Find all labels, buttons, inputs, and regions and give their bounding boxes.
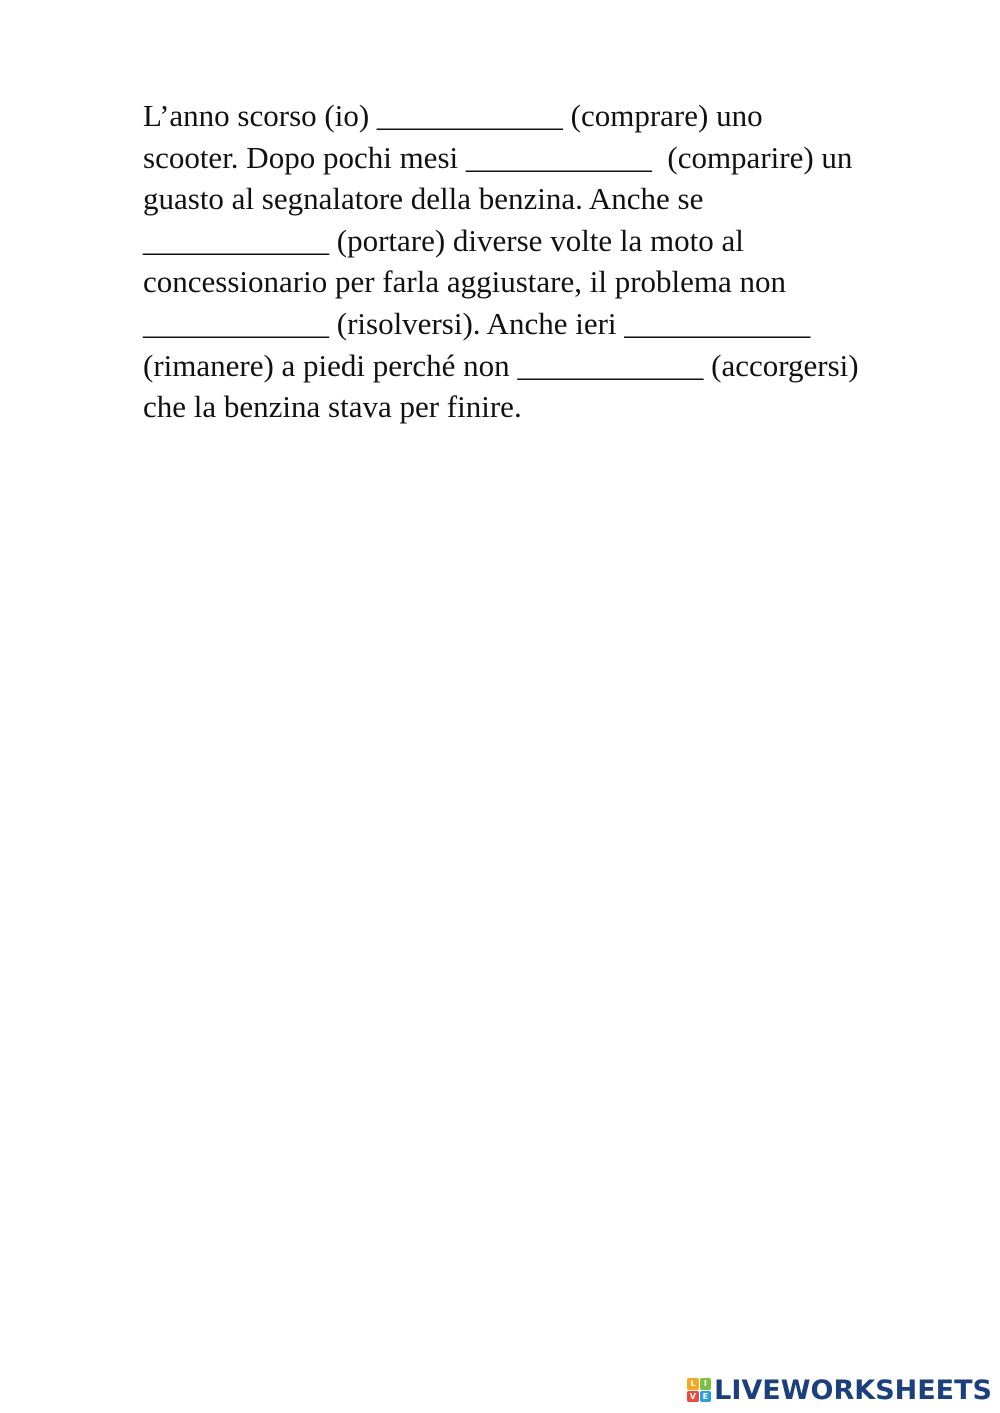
text-line: ____________ (portare) diverse volte la moto al (143, 222, 744, 258)
text-line: L’anno scorso (io) ____________ (comprare) uno (143, 98, 763, 133)
logo-badge-letter: E (700, 1391, 712, 1403)
text-line: scooter. Dopo pochi mesi ____________ (comparire) un (143, 139, 853, 175)
logo-text: LIVEWORKSHEETS (714, 1374, 992, 1406)
logo-badge-letter: V (687, 1391, 699, 1403)
text-line: (rimanere) a piedi perché non ____________ (accorgersi) (143, 347, 859, 383)
text-line: che la benzina stava per finire. (143, 389, 522, 425)
text-line: ____________ (risolversi). Anche ieri ____________ (143, 305, 811, 341)
worksheet-paragraph (143, 95, 943, 428)
logo-badge-letter: L (687, 1378, 699, 1390)
text-line: concessionario per farla aggiustare, il problema non (143, 264, 787, 300)
liveworksheets-logo (687, 1373, 992, 1407)
logo-badge-letter: I (700, 1378, 712, 1390)
text-line: guasto al segnalatore della benzina. Anche se (143, 181, 704, 217)
logo-badge-icon (687, 1378, 711, 1402)
